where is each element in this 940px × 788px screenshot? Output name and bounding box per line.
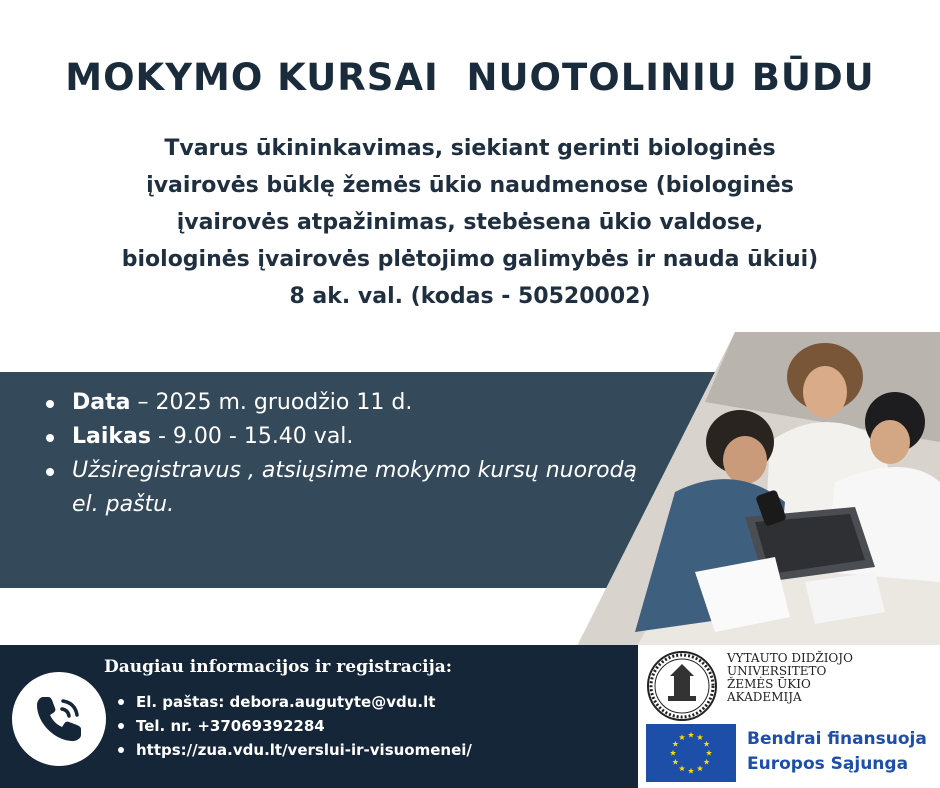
date-item — [44, 386, 644, 420]
university-name-line: ŽEMĖS ŪKIO — [727, 677, 811, 691]
contact-list — [118, 690, 472, 762]
team-working-photo — [575, 332, 940, 650]
university-name — [727, 652, 853, 704]
registration-note — [44, 454, 644, 522]
university-name-line: AKADEMIJA — [727, 690, 802, 704]
eu-flag-icon — [646, 724, 736, 782]
course-description-line: įvairovės būklę žemės ūkio naudmenose (biologinės — [146, 173, 794, 198]
date-value: – 2025 m. gruodžio 11 d. — [130, 390, 413, 415]
page-title: MOKYMO KURSAI NUOTOLINIU BŪDU — [65, 56, 875, 99]
course-description-line: Tvarus ūkininkavimas, siekiant gerinti biologinės — [164, 136, 776, 161]
phone-call-icon — [12, 672, 106, 766]
contact-phone[interactable]: Tel. nr. +37069392284 — [118, 714, 472, 738]
course-description — [20, 130, 920, 315]
contact-url[interactable]: https://zua.vdu.lt/verslui-ir-visuomenei/ — [118, 738, 472, 762]
course-description-line: biologinės įvairovės plėtojimo galimybės ir nauda ūkiui) — [121, 247, 819, 272]
registration-note-text: Užsiregistravus , atsiųsime mokymo kursų nuorodą el. paštu. — [72, 458, 638, 517]
phone-glyph — [31, 691, 87, 747]
university-name-line: UNIVERSITETO — [727, 664, 827, 678]
university-name-line: VYTAUTO DIDŽIOJO — [727, 651, 853, 665]
contact-email[interactable]: El. paštas: debora.augutyte@vdu.lt — [118, 690, 472, 714]
date-label: Data — [72, 390, 131, 415]
course-code-line: 8 ak. val. (kodas - 50520002) — [289, 284, 651, 309]
university-seal-icon — [646, 650, 718, 722]
eu-cofunding-line: Bendrai finansuoja — [747, 729, 927, 749]
time-label: Laikas — [72, 424, 151, 449]
course-description-line: įvairovės atpažinimas, stebėsena ūkio valdose, — [176, 210, 764, 235]
contact-heading: Daugiau informacijos ir registracija: — [104, 657, 453, 677]
time-value: - 9.00 - 15.40 val. — [150, 424, 354, 449]
eu-cofunding-text — [747, 727, 927, 777]
eu-cofunding-line: Europos Sąjunga — [747, 754, 909, 774]
time-item — [44, 420, 644, 454]
details-list — [44, 386, 644, 522]
